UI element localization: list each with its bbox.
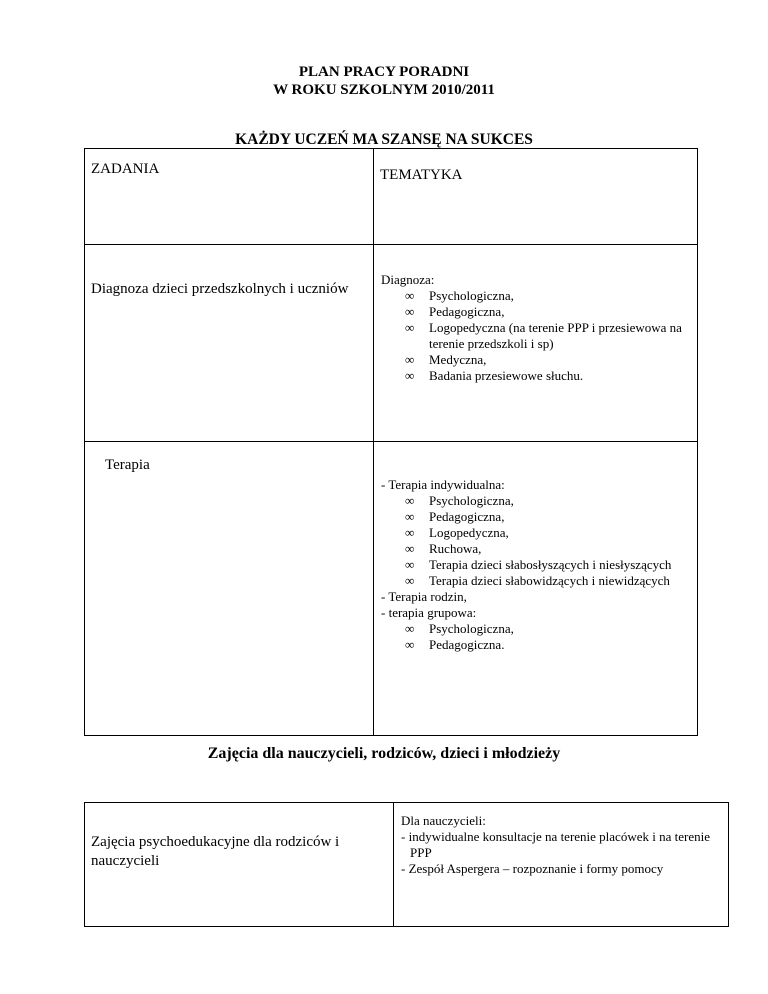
topics-cell-therapy — [374, 442, 698, 736]
topics-cell-diagnosis — [374, 245, 698, 442]
therapy-individual-intro: - Terapia indywidualna: — [381, 477, 505, 492]
list-item: ∞ Medyczna, — [403, 352, 687, 368]
therapy-group-intro: - terapia grupowa: — [381, 605, 477, 620]
therapy-group-list — [381, 621, 687, 653]
therapy-family: - Terapia rodzin, — [381, 589, 467, 604]
tasks-table — [84, 148, 698, 736]
header-cell-topics: TEMATYKA — [374, 149, 698, 245]
list-item: ∞ Pedagogiczna, — [403, 304, 687, 320]
list-item: ∞ Pedagogiczna. — [403, 637, 687, 653]
document-motto: KAŻDY UCZEŃ MA SZANSĘ NA SUKCES — [235, 131, 533, 148]
activities-table — [84, 802, 729, 927]
list-item: ∞ Psychologiczna, — [403, 493, 687, 509]
table-row — [85, 442, 698, 736]
list-item: ∞ Logopedyczna (na terenie PPP i przesiewowa na terenie przedszkoli i sp) — [403, 320, 687, 352]
list-item: ∞ Terapia dzieci słabosłyszących i niesłyszących — [403, 557, 687, 573]
task-cell-psychoeducation: Zajęcia psychoedukacyjne dla rodziców i nauczycieli — [85, 803, 394, 927]
topics-cell-psychoeducation — [394, 803, 729, 927]
section-heading-activities: Zajęcia dla nauczycieli, rodziców, dzieci i młodzieży — [207, 745, 561, 762]
list-item: ∞ Badania przesiewowe słuchu. — [403, 368, 687, 384]
list-item: ∞ Terapia dzieci słabowidzących i niewidzących — [403, 573, 687, 589]
task-cell-therapy: Terapia — [85, 442, 374, 736]
list-item: ∞ Pedagogiczna, — [403, 509, 687, 525]
table-header-row — [85, 149, 698, 245]
psychoeducation-intro: Dla nauczycieli: — [401, 813, 486, 828]
list-item: ∞ Ruchowa, — [403, 541, 687, 557]
header-cell-tasks: ZADANIA — [85, 149, 374, 245]
list-item: ∞ Psychologiczna, — [403, 288, 687, 304]
document-title-line1: PLAN PRACY PORADNI — [298, 64, 470, 80]
document-title-line2: W ROKU SZKOLNYM 2010/2011 — [273, 82, 495, 98]
list-item: ∞ Logopedyczna, — [403, 525, 687, 541]
list-item: ∞ Psychologiczna, — [403, 621, 687, 637]
table-row — [85, 803, 729, 927]
therapy-individual-list — [381, 493, 687, 589]
task-cell-diagnosis: Diagnoza dzieci przedszkolnych i uczniów — [85, 245, 374, 442]
list-item: - indywidualne konsultacje na terenie placówek i na terenie PPP — [401, 829, 710, 860]
table-row — [85, 245, 698, 442]
list-item: - Zespół Aspergera – rozpoznanie i formy pomocy — [401, 861, 664, 876]
diagnosis-intro: Diagnoza: — [381, 272, 435, 287]
diagnosis-list — [381, 288, 687, 384]
